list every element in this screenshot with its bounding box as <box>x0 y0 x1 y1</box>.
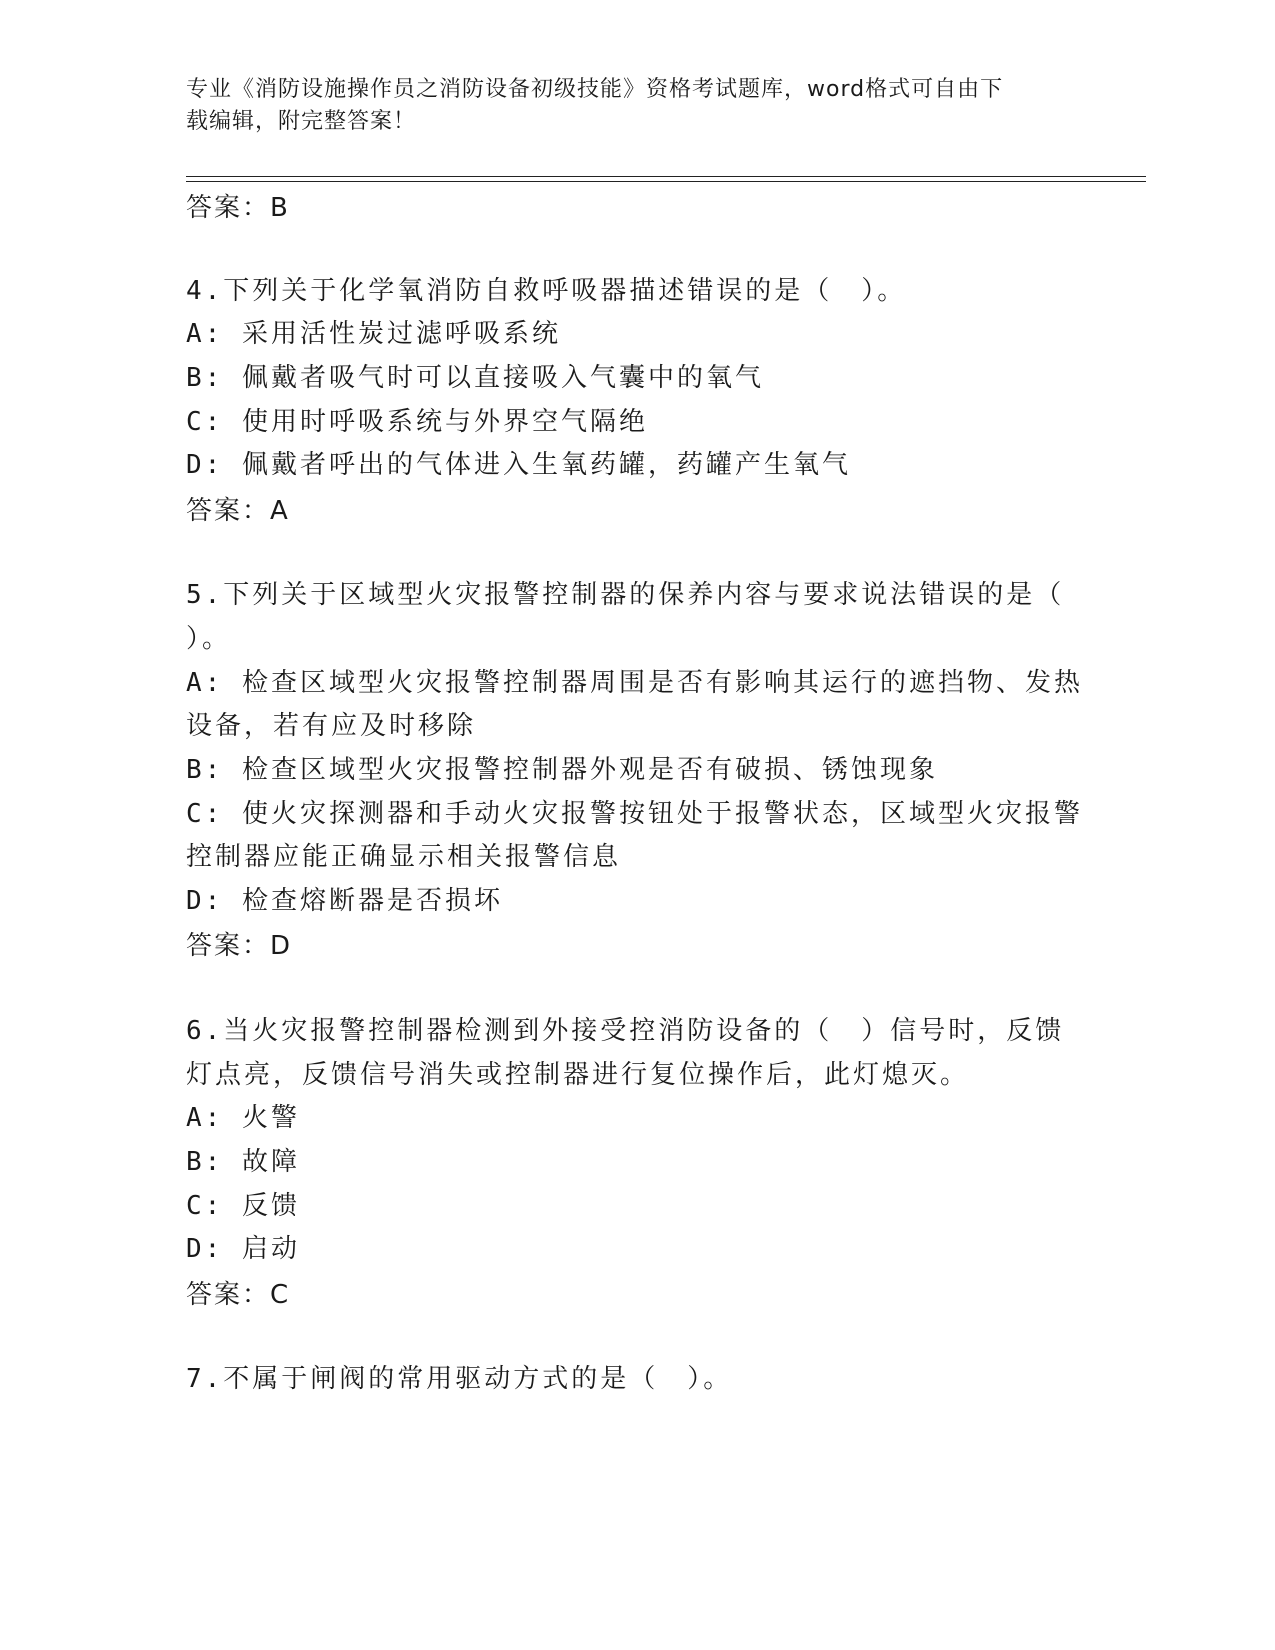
header-line-2: 载编辑，附完整答案！ <box>186 109 417 134</box>
q5-option-d: D: 检查熔断器是否损坏 <box>186 886 503 916</box>
answer-q4: 答案：A <box>186 496 290 526</box>
answer-q5: 答案：D <box>186 931 293 961</box>
q6-option-d: D: 启动 <box>186 1234 300 1264</box>
q5-option-c-line-1: C: 使火灾探测器和手动火灾报警按钮处于报警状态，区域型火灾报警 <box>186 799 1083 829</box>
q4-stem: 4.下列关于化学氧消防自救呼吸器描述错误的是（ ）。 <box>186 276 907 306</box>
q6-option-c: C: 反馈 <box>186 1191 300 1221</box>
answer-q6: 答案：C <box>186 1280 291 1310</box>
q5-option-a-line-1: A: 检查区域型火灾报警控制器周围是否有影响其运行的遮挡物、发热 <box>186 668 1083 698</box>
q6-stem-line-1: 6.当火灾报警控制器检测到外接受控消防设备的（ ）信号时，反馈 <box>186 1016 1065 1046</box>
q5-option-b: B: 检查区域型火灾报警控制器外观是否有破损、锈蚀现象 <box>186 755 938 785</box>
header-line-1: 专业《消防设施操作员之消防设备初级技能》资格考试题库，word格式可自由下 <box>186 77 1004 102</box>
q5-option-c-line-2: 控制器应能正确显示相关报警信息 <box>186 842 622 872</box>
document-header <box>186 74 1066 138</box>
q7-stem: 7.不属于闸阀的常用驱动方式的是（ ）。 <box>186 1364 733 1394</box>
header-rule-bottom <box>186 181 1146 182</box>
q6-stem-line-2: 灯点亮，反馈信号消失或控制器进行复位操作后，此灯熄灭。 <box>186 1060 970 1090</box>
q4-option-a: A: 采用活性炭过滤呼吸系统 <box>186 319 561 349</box>
answer-q3: 答案：B <box>186 193 290 223</box>
q4-option-d: D: 佩戴者呼出的气体进入生氧药罐，药罐产生氧气 <box>186 450 851 480</box>
q4-option-b: B: 佩戴者吸气时可以直接吸入气囊中的氧气 <box>186 363 764 393</box>
q5-option-a-line-2: 设备，若有应及时移除 <box>186 711 477 741</box>
q6-option-a: A: 火警 <box>186 1103 300 1133</box>
q5-stem-line-1: 5.下列关于区域型火灾报警控制器的保养内容与要求说法错误的是（ <box>186 580 1065 610</box>
header-rule-top <box>186 176 1146 177</box>
q5-stem-line-2: ）。 <box>186 624 232 654</box>
q6-option-b: B: 故障 <box>186 1147 300 1177</box>
q4-option-c: C: 使用时呼吸系统与外界空气隔绝 <box>186 407 648 437</box>
